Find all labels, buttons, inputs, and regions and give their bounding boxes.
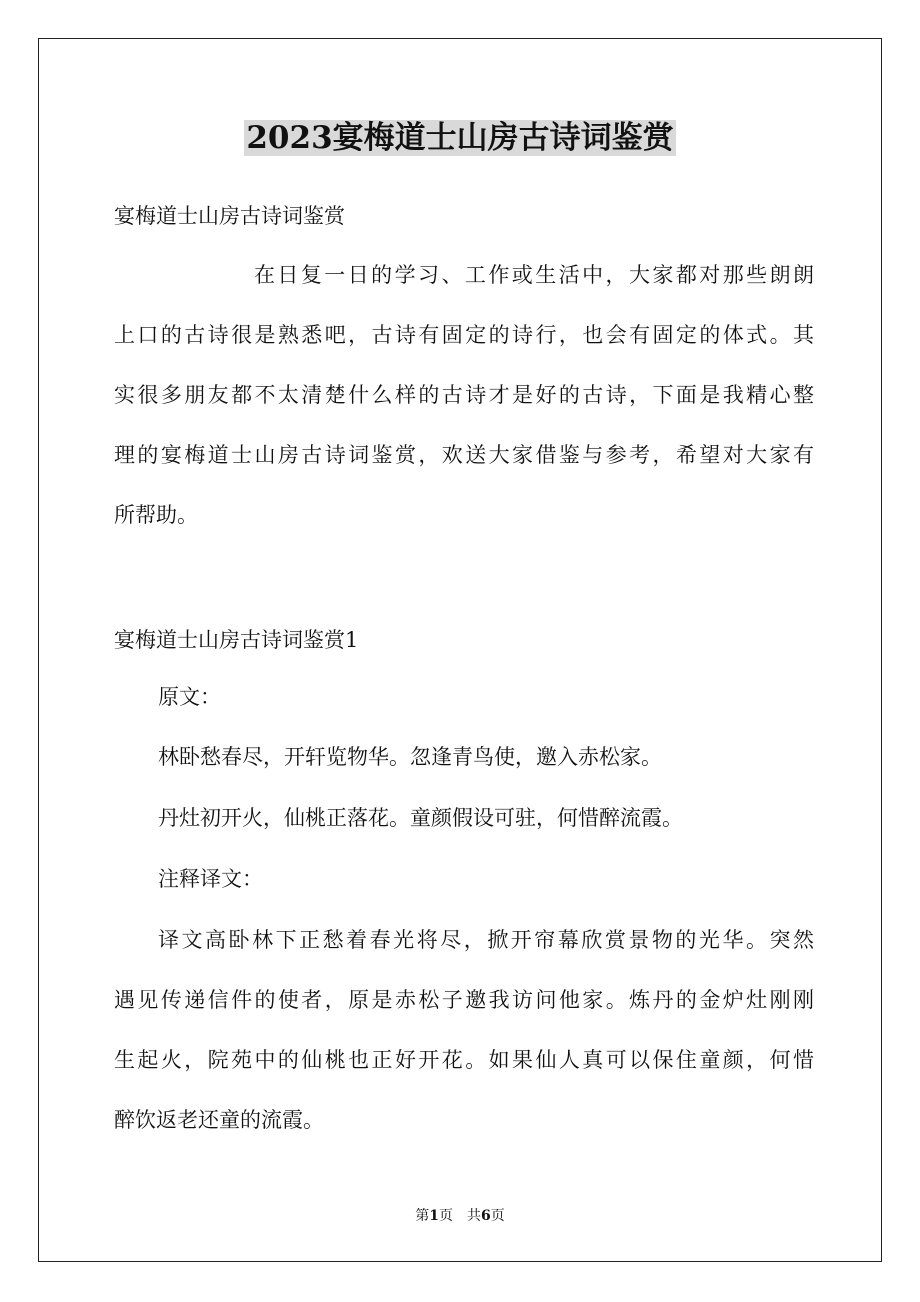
translation-paragraph xyxy=(114,910,814,1150)
footer-current-page: 1 xyxy=(429,1208,439,1224)
translation-line: 生起火，院苑中的仙桃也正好开花。如果仙人真可以保住童颜，何惜 xyxy=(114,1048,814,1072)
document-title-text: 2023宴梅道士山房古诗词鉴赏 xyxy=(246,120,674,156)
footer-page-prefix: 第 xyxy=(415,1208,430,1224)
translation-line: 醉饮返老还童的流霞。 xyxy=(114,1108,324,1132)
section-heading: 宴梅道士山房古诗词鉴赏1 xyxy=(114,628,359,652)
footer-total-pages: 6 xyxy=(481,1208,491,1224)
document-subtitle: 宴梅道士山房古诗词鉴赏 xyxy=(114,204,345,228)
poem-line: 林卧愁春尽，开轩览物华。忽逢青鸟使，邀入赤松家。 xyxy=(158,745,662,769)
original-label: 原文： xyxy=(158,685,221,709)
page-footer xyxy=(0,1206,920,1226)
notes-label: 注释译文： xyxy=(158,867,263,891)
footer-page-suffix: 页 xyxy=(490,1208,505,1224)
translation-line: 译文高卧林下正愁着春光将尽，掀开帘幕欣赏景物的光华。突然 xyxy=(158,928,814,952)
translation-line: 遇见传递信件的使者，原是赤松子邀我访问他家。炼丹的金炉灶刚刚 xyxy=(114,988,814,1012)
document-title xyxy=(0,112,920,164)
poem-line: 丹灶初开火，仙桃正落花。童颜假设可驻，何惜醉流霞。 xyxy=(158,806,683,830)
intro-line: 在日复一日的学习、工作或生活中，大家都对那些朗朗 xyxy=(254,263,814,287)
footer-page-mid: 页 共 xyxy=(439,1208,481,1224)
intro-paragraph xyxy=(114,245,814,545)
intro-line: 上口的古诗很是熟悉吧，古诗有固定的诗行，也会有固定的体式。其 xyxy=(114,323,814,347)
intro-line: 所帮助。 xyxy=(114,503,198,527)
intro-line: 实很多朋友都不太清楚什么样的古诗才是好的古诗，下面是我精心整 xyxy=(114,383,814,407)
intro-line: 理的宴梅道士山房古诗词鉴赏，欢送大家借鉴与参考，希望对大家有 xyxy=(114,443,814,467)
